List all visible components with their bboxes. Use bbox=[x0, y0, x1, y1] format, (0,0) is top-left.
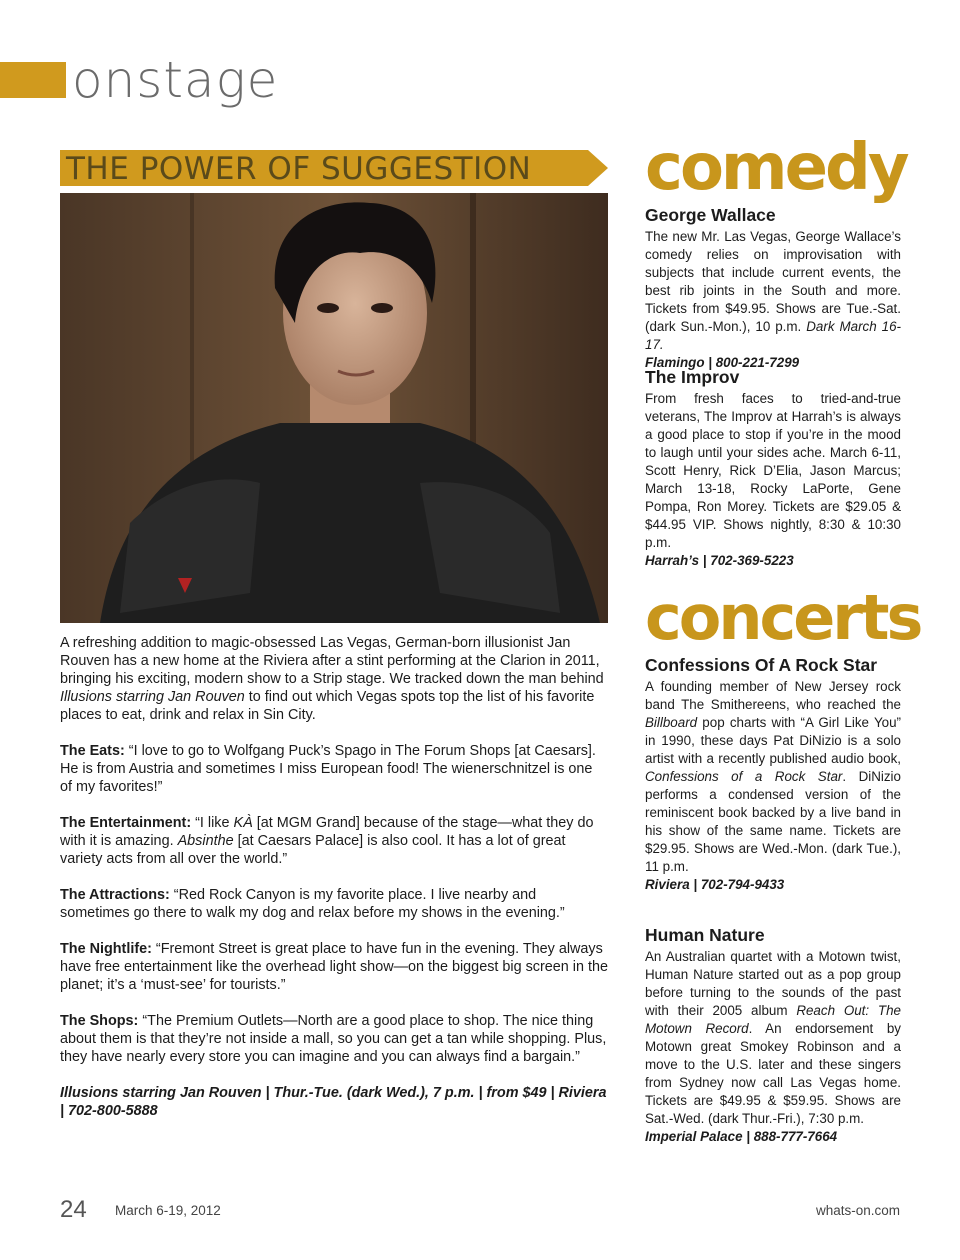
intro-paragraph: A refreshing addition to magic-obsessed Las Vegas, German-born illusionist Jan Rouven has a new home at the Riviera after a stint performing at the Clarion in 2011, bringing his exciting, modern show to a Strip stage. We tracked down the man behind Illusions starring Jan Rouven to find out which Vegas spots top the list of his favorite places to eat, drink and relax in Sin City. bbox=[60, 635, 604, 723]
qa-attractions: The Attractions: “Red Rock Canyon is my favorite place. I live nearby and sometimes go there to walk my dog and relax before my shows in the evening.” bbox=[60, 887, 565, 921]
qa-entertainment: The Entertainment: “I like KÀ [at MGM Grand] because of the stage—what they do with it is amazing. Absinthe [at Caesars Palace] is also cool. It has a lot of great variety acts from all over the world.” bbox=[60, 815, 594, 867]
listing-title: The Improv bbox=[645, 367, 740, 387]
listing-the-improv bbox=[645, 367, 901, 570]
section-color-bar bbox=[0, 62, 66, 98]
comedy-heading: comedy bbox=[645, 131, 907, 205]
listing-venue: Riviera | 702-794-9433 bbox=[645, 877, 785, 892]
listing-body: A founding member of New Jersey rock band The Smithereens, who reached the Billboard pop charts with “A Girl Like You” in 1990, these days Pat DiNizio is a solo artist with a recently published audio book, Confessions of a Rock Star. DiNizio performs a condensed version of the reminiscent book backed by a live band in his show of the same name. Tickets are $29.95. Shows are Wed.-Mon. (dark Tue.), 11 p.m. bbox=[645, 679, 901, 874]
listing-body: An Australian quartet with a Motown twist, Human Nature started out as a pop group before turning to the sounds of the past with their 2005 album Reach Out: The Motown Record. An endorsement by Motown great Smokey Robinson and a move to the U.S. later and these singers from Sydney now call Las Vegas home. Tickets are $49.95 & $59.95. Shows are Sat.-Wed. (dark Thur.-Fri.), 7:30 p.m. bbox=[645, 949, 901, 1126]
show-title: Illusions starring Jan Rouven bbox=[60, 689, 245, 705]
listing-body: From fresh faces to tried-and-true veterans, The Improv at Harrah’s is always a good place to stop if you’re in the mood to laugh until your sides ache. March 6-11, Scott Henry, Rick D’Elia, Jason Marcus; March 13-18, Rocky LaPorte, Gene Pompa, Ron Morey. Tickets are $29.05 & $44.95 VIP. Shows nightly, 8:30 & 10:30 p.m. bbox=[645, 391, 901, 550]
issue-date: March 6-19, 2012 bbox=[115, 1203, 221, 1218]
feature-banner bbox=[60, 150, 608, 186]
listing-george-wallace bbox=[645, 205, 901, 372]
listing-body: The new Mr. Las Vegas, George Wallace’s comedy relies on improvisation with subjects that include current events, the best rib joints in the South and more. Tickets from $49.95. Shows are Tue.-Sat. (dark Sun.-Mon.), 10 p.m. Dark March 16-17. bbox=[645, 229, 901, 352]
show-credit: Illusions starring Jan Rouven | Thur.-Tue. (dark Wed.), 7 p.m. | from $49 | Riviera | 702-800-5888 bbox=[60, 1085, 607, 1119]
website-url: whats-on.com bbox=[815, 1203, 900, 1218]
listing-venue: Harrah’s | 702-369-5223 bbox=[645, 553, 794, 568]
listing-confessions-of-a-rock-star bbox=[645, 655, 901, 894]
section-title: onstage bbox=[72, 51, 279, 109]
feature-title: THE POWER OF SUGGESTION bbox=[66, 151, 532, 187]
page-number: 24 bbox=[60, 1196, 87, 1223]
concerts-heading: concerts bbox=[645, 581, 921, 654]
listing-human-nature bbox=[645, 925, 901, 1146]
listing-venue: Imperial Palace | 888-777-7664 bbox=[645, 1129, 838, 1144]
listing-title: George Wallace bbox=[645, 205, 776, 225]
listing-title: Confessions Of A Rock Star bbox=[645, 655, 878, 675]
listing-title: Human Nature bbox=[645, 925, 765, 945]
qa-eats: The Eats: “I love to go to Wolfgang Puck’s Spago in The Forum Shops [at Caesars]. He is from Austria and sometimes I miss European food! The wienerschnitzel is one of my favorites!” bbox=[60, 743, 596, 795]
feature-article bbox=[60, 634, 608, 1138]
qa-shops: The Shops: “The Premium Outlets—North are a good place to shop. The nice thing about them is that they’re not inside a mall, so you can get a tan while shopping. Plus, they have nearly every store you can imagine and you can always find a bargain.” bbox=[60, 1013, 607, 1065]
feature-photo bbox=[60, 193, 608, 623]
listing-venue: Flamingo | 800-221-7299 bbox=[645, 355, 800, 370]
qa-nightlife: The Nightlife: “Fremont Street is great place to have fun in the evening. They always have free entertainment like the overhead light show—on the biggest big screen in the planet; it’s a ‘must-see’ for tourists.” bbox=[60, 941, 608, 993]
